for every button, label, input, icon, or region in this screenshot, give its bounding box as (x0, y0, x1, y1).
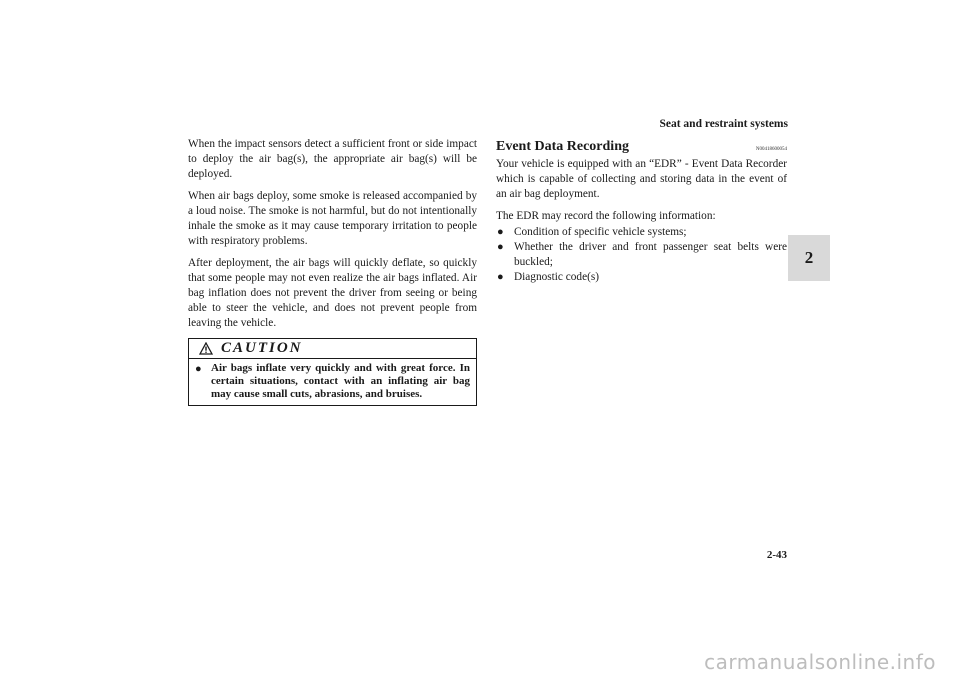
bullet-icon: ● (497, 241, 504, 253)
list-item (496, 225, 787, 240)
chapter-tab (788, 235, 830, 281)
caution-text: Air bags inflate very quickly and with great force. In certain situations, contact with an inflating air bag may cause small cuts, abrasions, and bruises. (211, 362, 470, 400)
section-title (496, 139, 787, 155)
page-number: 2-43 (766, 549, 787, 561)
bullet-icon: ● (195, 363, 202, 375)
left-column (188, 137, 477, 406)
caution-header (189, 339, 476, 359)
warning-triangle-icon (199, 342, 213, 355)
section-title-text: Event Data Recording (496, 139, 629, 154)
paragraph-smoke: When air bags deploy, some smoke is released accompanied by a loud noise. The smoke is not harmful, but do not intentionally inhale the smoke as it may cause temporary irritation to people with respiratory problems. (188, 190, 477, 247)
list-item (496, 270, 787, 285)
list-item-text: Condition of specific vehicle systems; (514, 226, 687, 238)
caution-body (189, 359, 476, 405)
bullet-icon: ● (497, 271, 504, 283)
chapter-number: 2 (804, 248, 814, 267)
paragraph-impact-sensors: When the impact sensors detect a sufficient front or side impact to deploy the air bag(s), the appropriate air bag(s) will be deployed. (188, 138, 477, 180)
paragraph-deflation: After deployment, the air bags will quickly deflate, so quickly that some people may not even realize the air bags inflated. Air bag inflation does not prevent the driver from seeing or being able to steer the vehicle, and does not prevent people from leaving the vehicle. (188, 257, 477, 329)
list-item-text: Diagnostic code(s) (514, 271, 600, 283)
caution-box (188, 338, 477, 406)
paragraph-list-intro: The EDR may record the following information: (496, 210, 716, 222)
list-item (496, 240, 787, 270)
list-item-text: Whether the driver and front passenger seat belts were buckled; (514, 241, 787, 268)
edr-info-list (496, 225, 787, 285)
running-header: Seat and restraint systems (659, 118, 788, 130)
reference-code: N00418600054 (755, 147, 787, 152)
right-column (496, 137, 787, 285)
watermark: carmanualsonline.info (704, 650, 936, 674)
bullet-icon: ● (497, 226, 504, 238)
caution-heading: CAUTION (221, 340, 303, 356)
paragraph-edr-intro: Your vehicle is equipped with an “EDR” - Event Data Recorder which is capable of collecting and storing data in the event of an air bag deployment. (496, 158, 787, 200)
